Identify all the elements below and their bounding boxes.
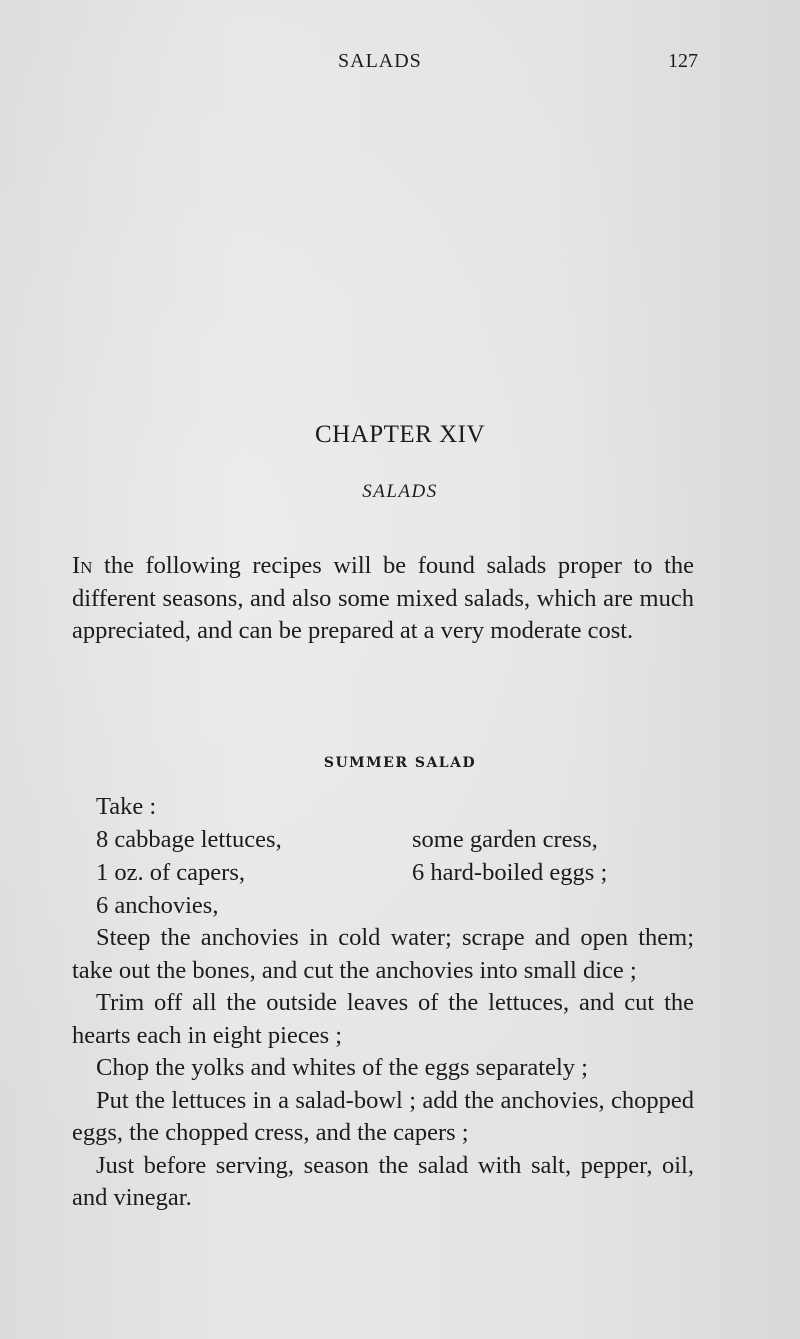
ingredient-item: 8 cabbage lettuces, xyxy=(96,826,282,853)
recipe-title: SUMMER SALAD xyxy=(323,755,477,771)
page-number: 127 xyxy=(668,50,698,72)
intro-text: the following recipes will be found salads proper to the different seasons, and also some mixed salads, which are much appreciated, and can be prepared at a very moderate cost. xyxy=(72,552,694,644)
intro-paragraph xyxy=(72,550,694,648)
recipe-steps xyxy=(72,922,694,1215)
recipe-step: Put the lettuces in a salad-bowl ; add the anchovies, chopped eggs, the chopped cress, and the capers ; xyxy=(72,1086,694,1146)
chapter-subtitle: SALADS xyxy=(362,481,438,502)
chapter-title: CHAPTER XIV xyxy=(314,421,486,448)
recipe-step: Chop the yolks and whites of the eggs separately ; xyxy=(96,1054,588,1081)
ingredient-item: 6 anchovies, xyxy=(96,892,219,919)
ingredient-item: some garden cress, xyxy=(412,826,598,853)
take-label: Take : xyxy=(96,793,157,820)
ingredient-item: 1 oz. of capers, xyxy=(96,859,245,886)
running-title: SALADS xyxy=(338,50,422,72)
intro-first-word: In xyxy=(72,552,93,579)
recipe-step: Steep the anchovies in cold water; scrape and open them; take out the bones, and cut the anchovies into small dice ; xyxy=(72,924,694,984)
recipe-step: Just before serving, season the salad with salt, pepper, oil, and vinegar. xyxy=(72,1151,694,1211)
ingredient-item: 6 hard-boiled eggs ; xyxy=(412,859,608,886)
recipe-step: Trim off all the outside leaves of the lettuces, and cut the hearts each in eight pieces ; xyxy=(72,989,694,1049)
running-head xyxy=(0,50,800,74)
